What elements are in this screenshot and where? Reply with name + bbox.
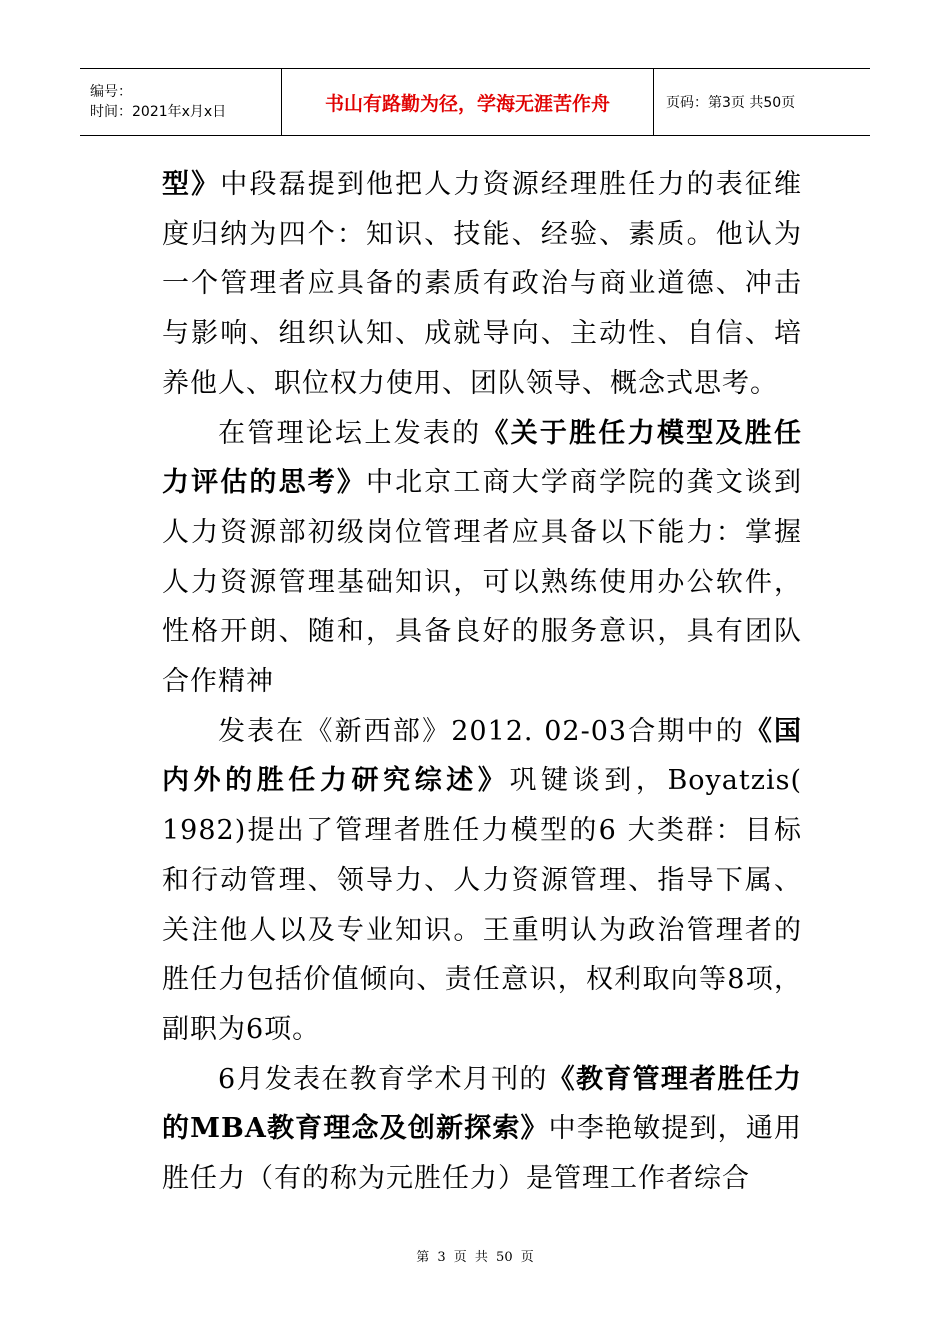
header-page-info [654, 69, 870, 135]
paragraph-text: 6月发表在教育学术月刊的 [218, 1063, 548, 1095]
bold-title-text: 《关于胜任力模型及胜任力评估的思考》 [162, 417, 803, 499]
bold-title-text: 《教育管理者胜任力的MBA教育理念及创新探索》 [162, 1063, 802, 1145]
body-paragraph [162, 1055, 802, 1204]
page-info-text: 页码：第3页 共50页 [666, 95, 796, 111]
body-paragraph [162, 409, 802, 707]
paragraph-text: 中北京工商大学商学院的龚文谈到人力资源部初级岗位管理者应具备以下能力：掌握人力资源管理基础知识，可以熟练使用办公软件，性格开朗、随和，具备良好的服务意识，具有团队合作精神 [162, 467, 802, 698]
document-body [162, 160, 802, 1204]
paragraph-text: 中段磊提到他把人力资源经理胜任力的表征维度归纳为四个：知识、技能、经验、素质。他认为一个管理者应具备的素质有政治与商业道德、冲击与影响、组织认知、成就导向、主动性、自信、培养他人、职位权力使用、团队领导、概念式思考。 [162, 169, 803, 399]
page-header [80, 68, 870, 136]
motto-text: 书山有路勤为径，学海无涯苦作舟 [324, 92, 610, 115]
document-number-label: 编号： [90, 84, 132, 100]
body-paragraph [162, 160, 802, 409]
document-time-label: 时间：2021年x月x日 [90, 104, 227, 120]
header-motto [282, 69, 654, 135]
paragraph-text: 发表在《新西部》2012. 02-03合期中的 [218, 715, 745, 747]
header-meta [80, 69, 282, 135]
paragraph-text: 在管理论坛上发表的 [218, 417, 482, 449]
page-footer [0, 1246, 950, 1265]
bold-title-text: 《国内外的胜任力研究综述》 [162, 715, 802, 797]
body-paragraph [162, 707, 802, 1055]
bold-title-text: 型》 [162, 169, 221, 200]
footer-page-number: 第 3 页 共 50 页 [416, 1250, 534, 1265]
paragraph-text: 巩键谈到，Boyatzis( 1982)提出了管理者胜任力模型的6 大类群：目标和行动管理、领导力、人力资源管理、指导下属、关注他人以及专业知识。王重明认为政治管理者的胜任力包括价值倾向、责任意识，权利取向等8项，副职为6项。 [162, 765, 802, 1045]
paragraph-text: 中李艳敏提到，通用胜任力（有的称为元胜任力）是管理工作者综合 [162, 1113, 803, 1195]
